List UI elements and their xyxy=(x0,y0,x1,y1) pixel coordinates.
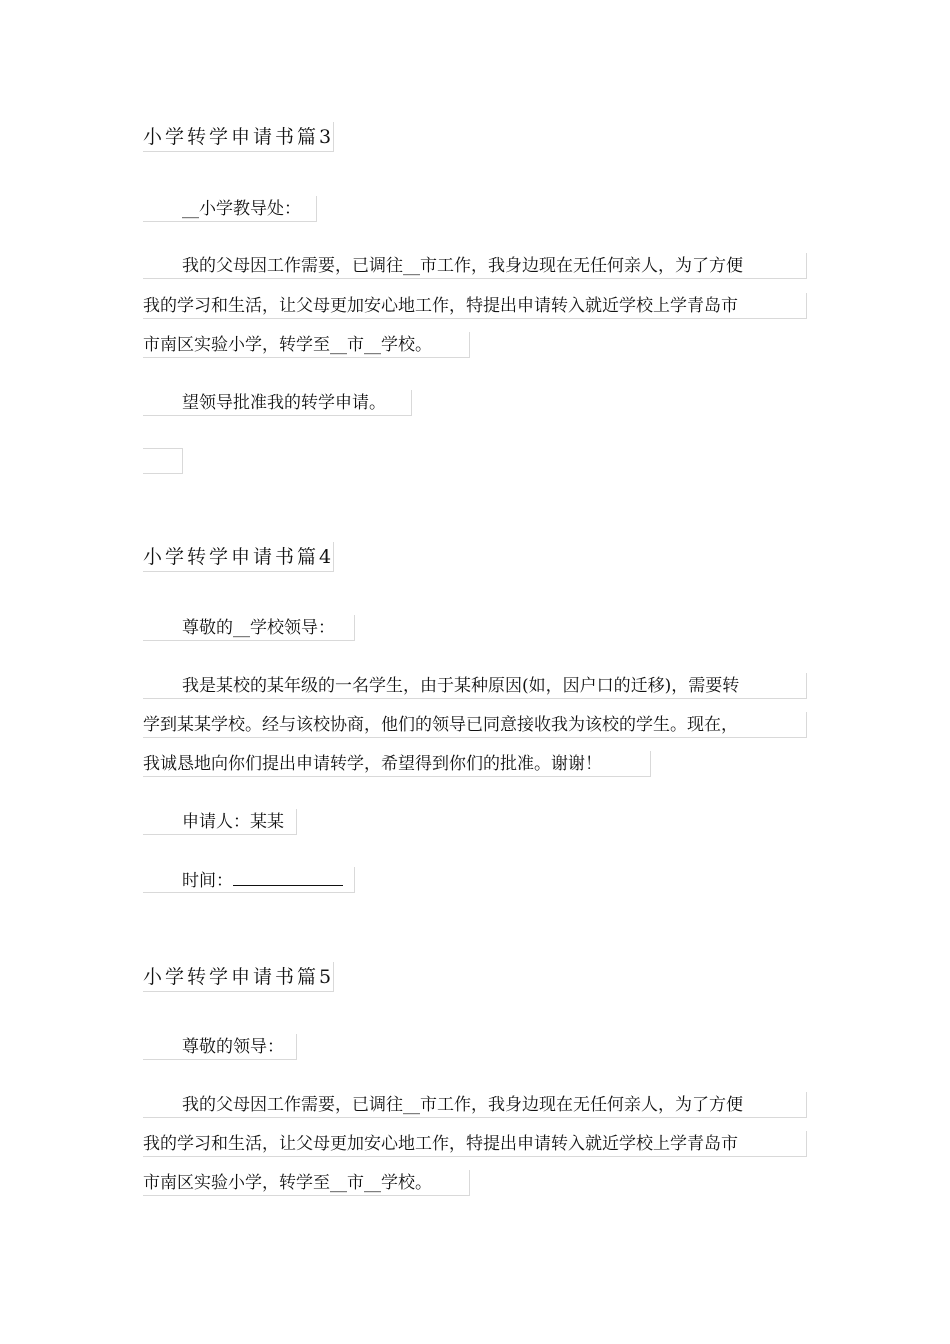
body-line-4-1: 我是某校的某年级的一名学生，由于某种原因(如，因户口的迁移)，需要转 xyxy=(143,673,807,699)
closing-3: 望领导批准我的转学申请。 xyxy=(143,390,412,416)
section-heading-5: 小学转学申请书篇5 xyxy=(143,962,334,992)
body-line-5-2: 我的学习和生活，让父母更加安心地工作，特提出申请转入就近学校上学青岛市 xyxy=(143,1131,807,1157)
time-label: 时间： xyxy=(182,871,233,891)
body-line-4-2: 学到某某学校。经与该校协商，他们的领导已同意接收我为该校的学生。现在， xyxy=(143,712,807,738)
empty-line xyxy=(143,448,183,474)
body-line-3-1: 我的父母因工作需要，已调往__市工作，我身边现在无任何亲人，为了方便 xyxy=(143,253,807,279)
applicant-line: 申请人：某某 xyxy=(143,809,297,835)
body-line-5-3: 市南区实验小学，转学至__市__学校。 xyxy=(143,1170,470,1196)
body-line-5-1: 我的父母因工作需要，已调往__市工作，我身边现在无任何亲人，为了方便 xyxy=(143,1092,807,1118)
body-line-4-3: 我诚恳地向你们提出申请转学，希望得到你们的批准。谢谢！ xyxy=(143,751,651,777)
salutation-4: 尊敬的__学校领导： xyxy=(143,615,355,641)
time-line xyxy=(143,867,355,893)
salutation-5: 尊敬的领导： xyxy=(143,1034,297,1060)
body-line-3-3: 市南区实验小学，转学至__市__学校。 xyxy=(143,332,470,358)
body-line-3-2: 我的学习和生活，让父母更加安心地工作，特提出申请转入就近学校上学青岛市 xyxy=(143,293,807,319)
salutation-3: __小学教导处： xyxy=(143,196,317,222)
section-heading-4: 小学转学申请书篇4 xyxy=(143,542,334,572)
section-heading-3: 小学转学申请书篇3 xyxy=(143,122,334,152)
time-blank xyxy=(233,867,343,886)
